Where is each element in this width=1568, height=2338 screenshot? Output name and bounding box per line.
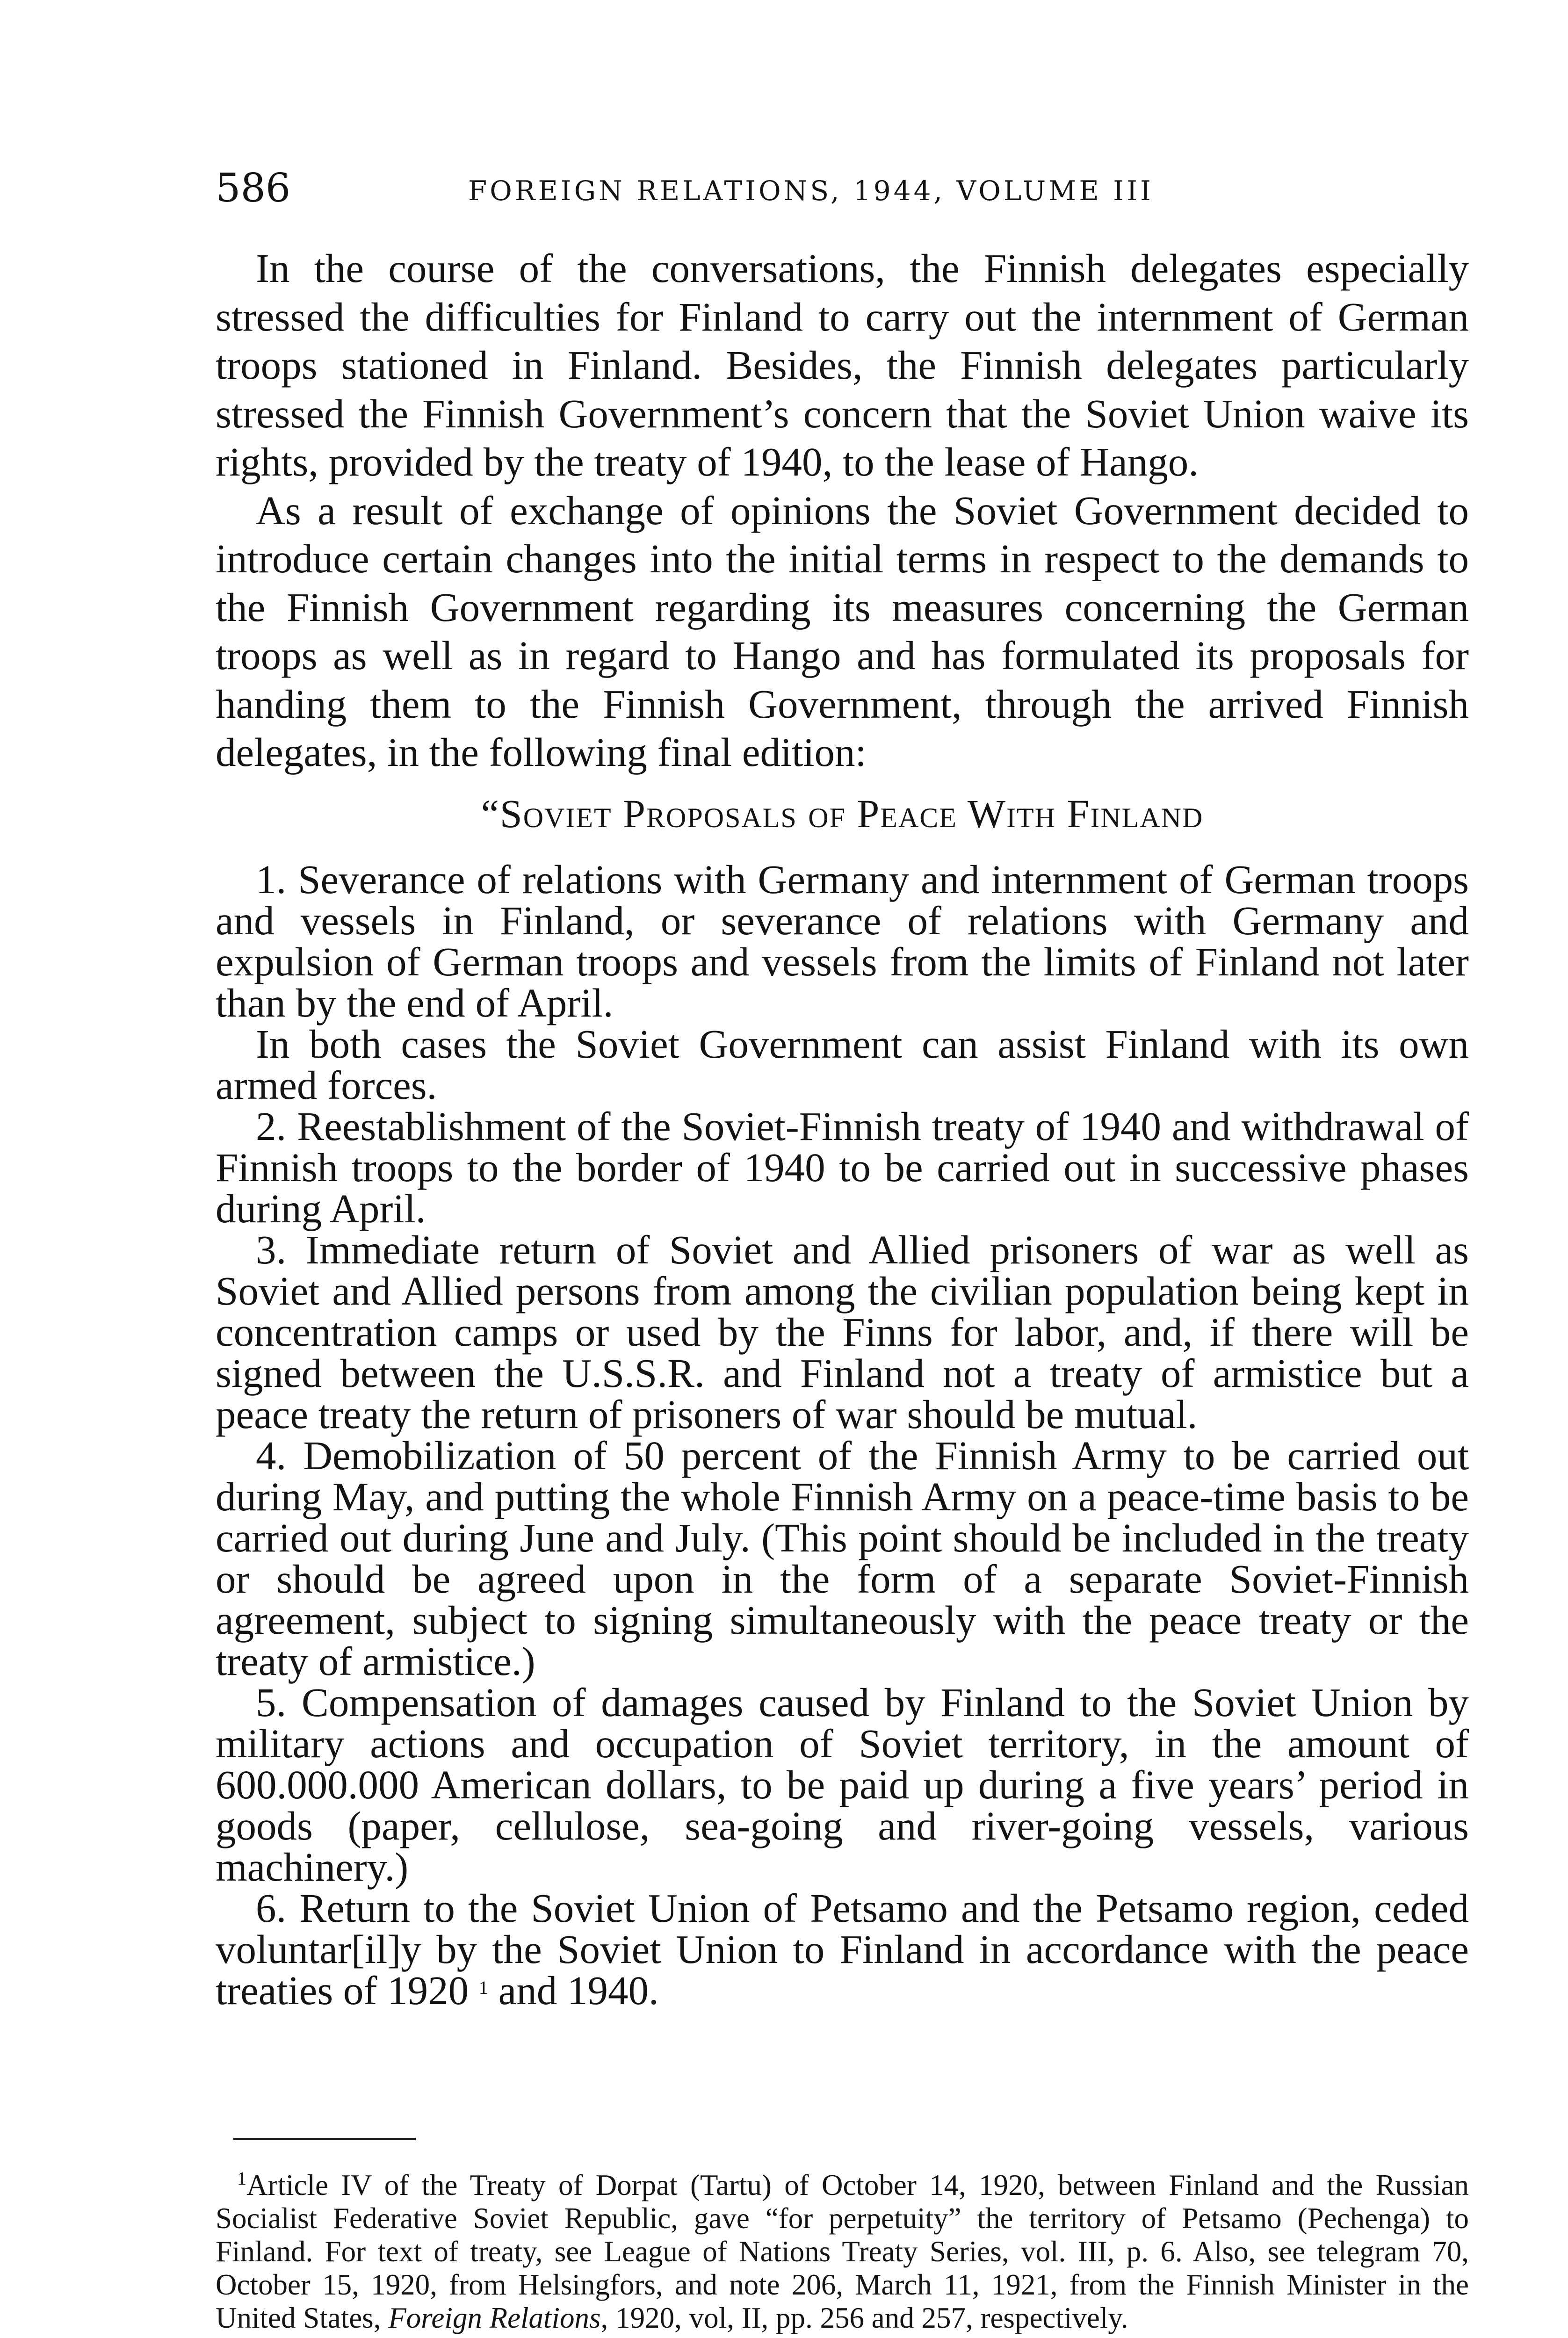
proposal-6-text: 6. Return to the Soviet Union of Petsamo and the Petsamo region, ceded voluntar[il]y by the Soviet Union to Finland in accordance with the peace treaties of 1920 <box>216 1885 1469 2013</box>
footnote-marker: 1 <box>237 2168 246 2189</box>
footnote-divider <box>233 2138 416 2140</box>
proposal-item: In both cases the Soviet Government can assist Finland with its own armed forces. <box>216 1021 1469 1108</box>
paragraph: In the course of the conversations, the Finnish delegates especially stressed the difficulties for Finland to carry out the internment of German troops stationed in Finland. Besides, the Finnish delegates particularly stressed the Finnish Government’s concern that the Soviet Union waive its rights, provided by the treaty of 1940, to the lease of Hango. <box>216 245 1469 484</box>
footnote-italic-title: Foreign Relations <box>388 2302 601 2334</box>
page-header <box>216 165 1469 211</box>
proposal-6-tail: and 1940. <box>488 1967 659 2013</box>
proposals-list <box>216 856 1469 2013</box>
body-text <box>216 244 1469 2011</box>
proposals-title: “Soviet Proposals of Peace With Finland <box>481 791 1204 836</box>
footnote-text: Article IV of the Treaty of Dorpat (Tartu) of October 14, 1920, between Finland and the Russian Socialist Federative Soviet Republic, gave “for perpetuity” the territory of Petsamo (Pechenga) to Finland. For text of treaty, see League of Nations Treaty Series, vol. III, p. 6. Also, see telegram 70, October 15, 1920, from Helsingfors, and note 206, March 11, 1921, from the Finnish Minister in the United States, <box>216 2169 1469 2334</box>
page-number: 586 <box>216 165 291 211</box>
footnote-reference: 1 <box>478 1977 488 1998</box>
proposal-item: 5. Compensation of damages caused by Finland to the Soviet Union by military actions and occupation of Soviet territory, in the amount of 600.000.000 American dollars, to be paid up during a five years’ period in goods (paper, cellulose, sea-going and river-going vessels, various machinery.) <box>216 1679 1469 1890</box>
paragraph: As a result of exchange of opinions the Soviet Government decided to introduce certain changes into the initial terms in respect to the demands to the Finnish Government regarding its measures concerning the German troops as well as in regard to Hango and has formulated its proposals for handing them to the Finnish Government, through the arrived Finnish delegates, in the following final edition: <box>216 487 1469 775</box>
proposal-item: 3. Immediate return of Soviet and Allied prisoners of war as well as Soviet and Allied persons from among the civilian population being kept in concentration camps or used by the Finns for labor, and, if there will be signed between the U.S.S.R. and Finland not a treaty of armistice but a peace treaty the return of prisoners of war should be mutual. <box>216 1227 1469 1437</box>
running-head: FOREIGN RELATIONS, 1944, VOLUME III <box>468 175 1154 207</box>
footnote-text-end: , 1920, vol, II, pp. 256 and 257, respectively. <box>600 2302 1128 2334</box>
proposal-item: 2. Reestablishment of the Soviet-Finnish treaty of 1940 and withdrawal of Finnish troops to the border of 1940 to be carried out in successive phases during April. <box>216 1103 1469 1231</box>
proposal-item: 1. Severance of relations with Germany and internment of German troops and vessels in Finland, or severance of relations with Germany and expulsion of German troops and vessels from the limits of Finland not later than by the end of April. <box>216 856 1469 1025</box>
proposal-item <box>216 1885 1469 2013</box>
proposal-item: 4. Demobilization of 50 percent of the Finnish Army to be carried out during May, and putting the whole Finnish Army on a peace-time basis to be carried out during June and July. (This point should be included in the treaty or should be agreed upon in the form of a separate Soviet-Finnish agreement, subject to signing simultaneously with the peace treaty or the treaty of armistice.) <box>216 1432 1469 1684</box>
footnote <box>216 2169 1469 2335</box>
